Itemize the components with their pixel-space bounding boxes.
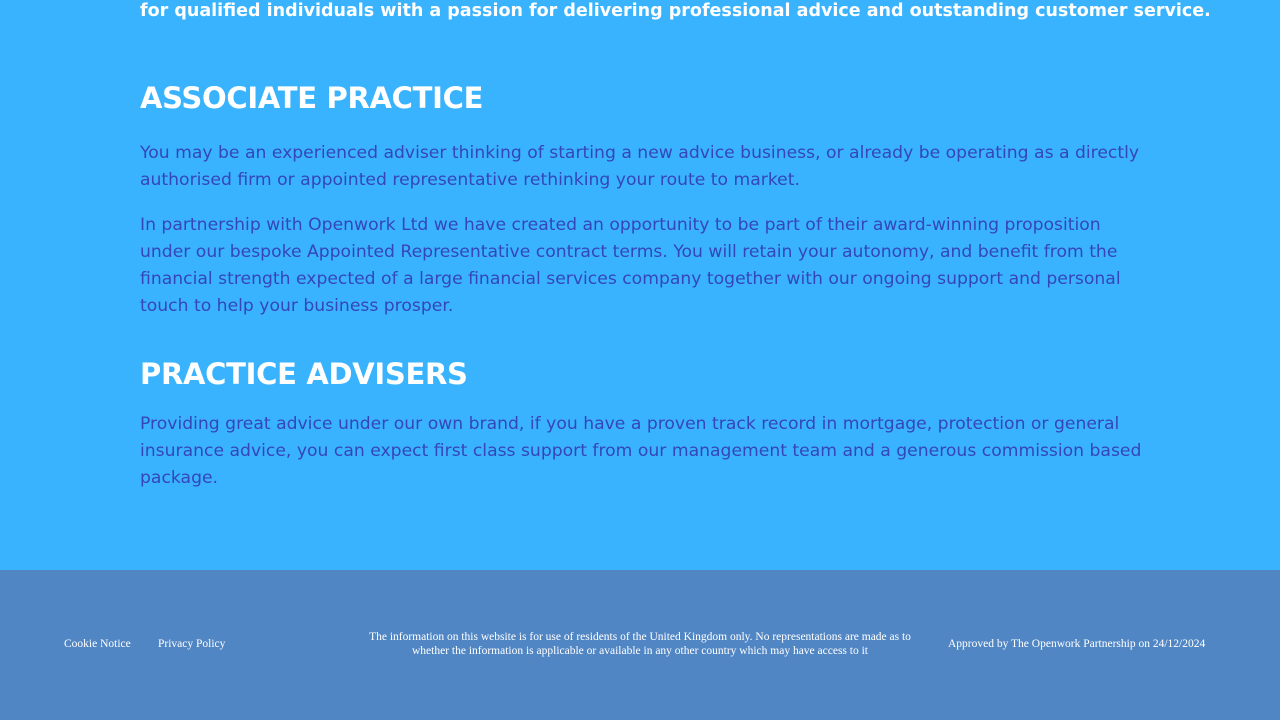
- practice-advisers-heading: PRACTICE ADVISERS: [140, 357, 468, 391]
- intro-text: for qualified individuals with a passion for delivering professional advice and outstanding customer service.: [140, 1, 1211, 21]
- associate-practice-paragraph-2: In partnership with Openwork Ltd we have created an opportunity to be part of their award-winning proposition under our bespoke Appointed Representative contract terms. You will retain your autonomy, and benefit from the financial strength expected of a large financial services company together with our ongoing support and personal touch to help your business prosper.: [140, 215, 1121, 316]
- associate-practice-heading: ASSOCIATE PRACTICE: [140, 81, 484, 115]
- cookie-notice-link[interactable]: Cookie Notice: [64, 638, 131, 650]
- footer-disclaimer: The information on this website is for use of residents of the United Kingdom only. No representations are made as to whether the information is applicable or available in any other country which may have access to it: [369, 631, 911, 657]
- footer-approval-note: Approved by The Openwork Partnership on 24/12/2024: [948, 638, 1206, 650]
- practice-advisers-paragraph: Providing great advice under our own brand, if you have a proven track record in mortgage, protection or general insurance advice, you can expect first class support from our management team and a generous commission based package.: [140, 414, 1142, 488]
- site-footer: [0, 570, 1280, 720]
- privacy-policy-link[interactable]: Privacy Policy: [158, 638, 226, 650]
- associate-practice-paragraph-1: You may be an experienced adviser thinking of starting a new advice business, or already be operating as a directly authorised firm or appointed representative rethinking your route to market.: [140, 143, 1140, 190]
